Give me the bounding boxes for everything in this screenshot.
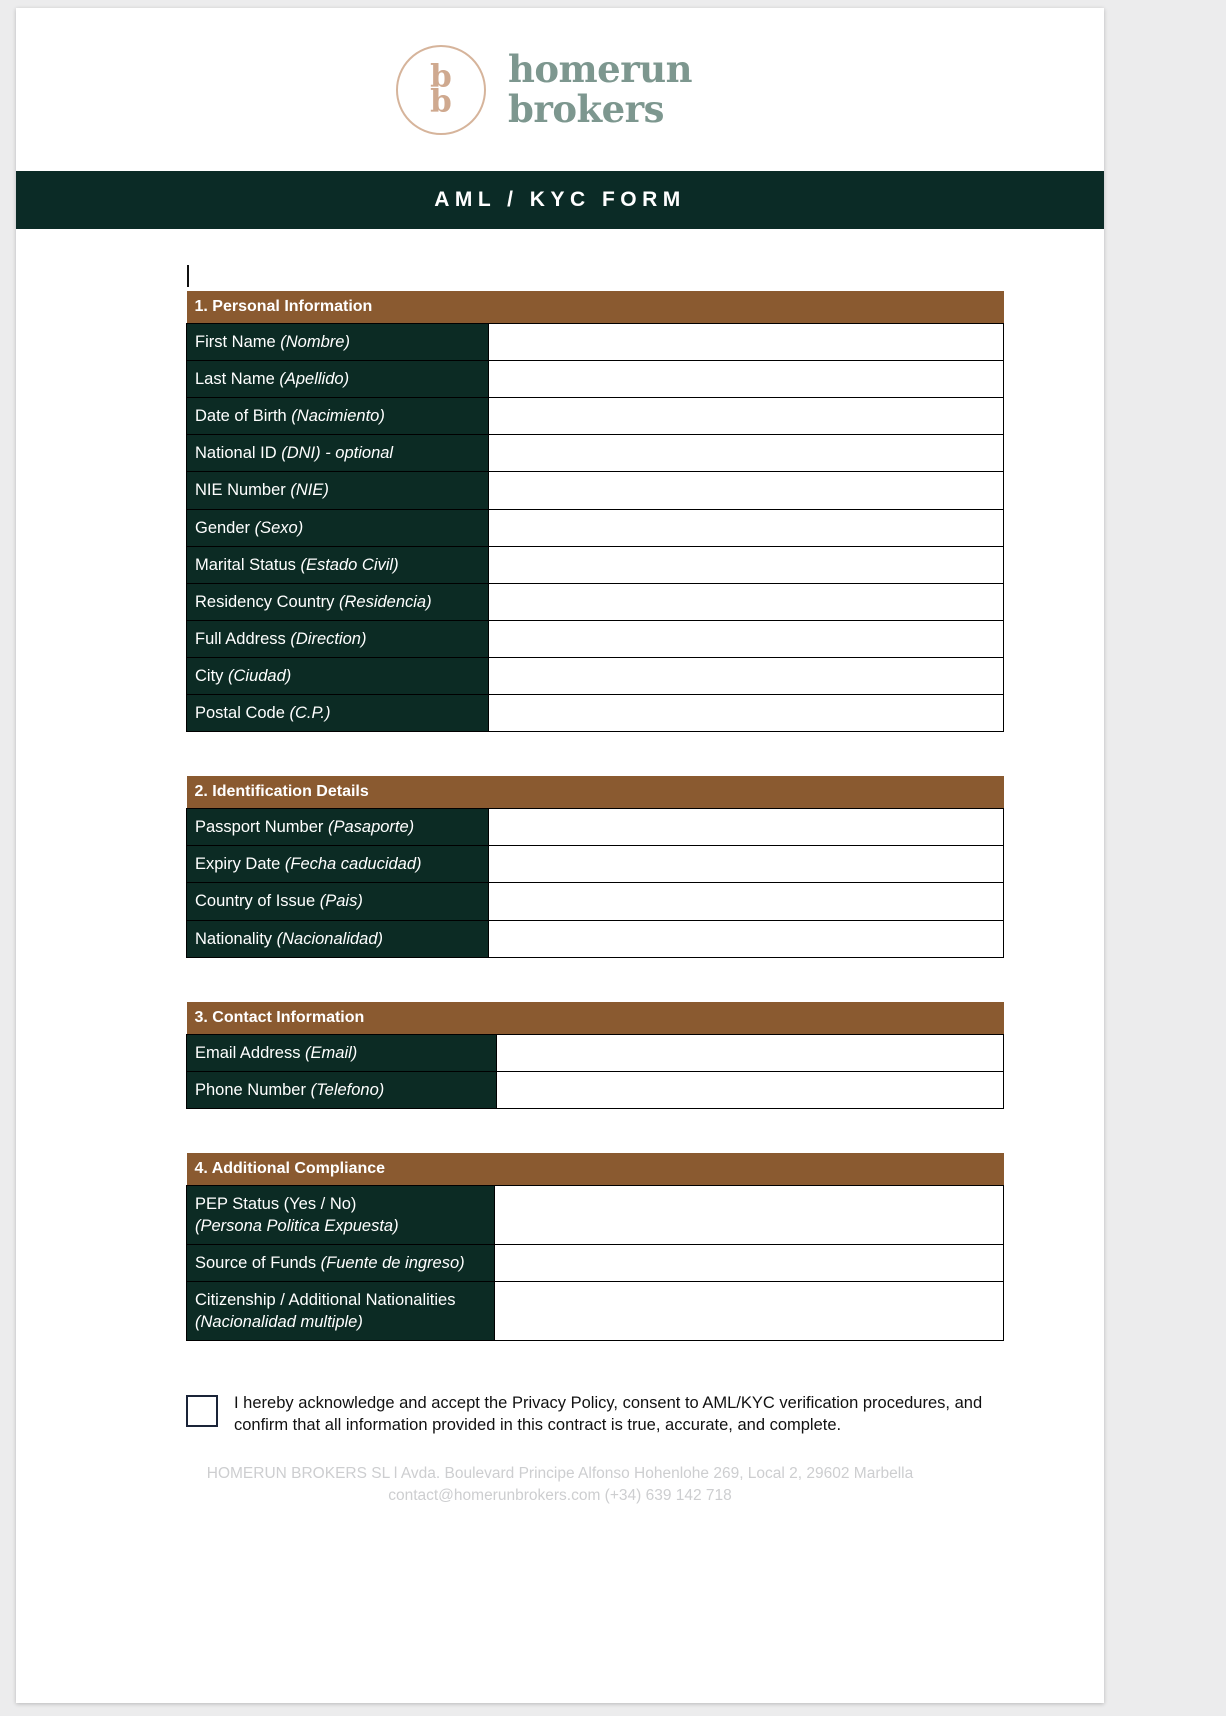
table-row bbox=[187, 546, 1004, 583]
field-label bbox=[187, 324, 489, 361]
field-label-es: (Residencia) bbox=[338, 592, 432, 611]
field-label-en: Passport Number bbox=[195, 818, 328, 837]
field-label bbox=[187, 583, 489, 620]
field-label-es: (Nacimiento) bbox=[291, 407, 385, 426]
form-sections bbox=[16, 291, 1104, 1341]
form-body bbox=[16, 229, 1104, 1437]
section-spacer bbox=[16, 958, 1104, 1002]
field-label-es: (Fecha caducidad) bbox=[284, 855, 422, 874]
field-input[interactable] bbox=[489, 846, 1004, 883]
field-input[interactable] bbox=[489, 546, 1004, 583]
field-input[interactable] bbox=[489, 509, 1004, 546]
text-cursor-line bbox=[187, 265, 1104, 291]
footer-address: HOMERUN BROKERS SL l Avda. Boulevard Principe Alfonso Hohenlohe 269, Local 2, 29602 Marbella bbox=[206, 1465, 914, 1482]
section-heading: 3. Contact Information bbox=[187, 1002, 1004, 1035]
section-header-row bbox=[187, 1153, 1004, 1186]
table-row bbox=[187, 1282, 1004, 1341]
table-row bbox=[187, 398, 1004, 435]
field-label bbox=[187, 435, 489, 472]
table-row bbox=[187, 1034, 1004, 1071]
logo-letter-bottom: b bbox=[430, 83, 452, 120]
table-row bbox=[187, 509, 1004, 546]
field-label bbox=[187, 657, 489, 694]
field-label-es: (Direction) bbox=[290, 629, 367, 648]
field-input[interactable] bbox=[497, 1034, 1004, 1071]
field-input[interactable] bbox=[495, 1245, 1004, 1282]
field-label bbox=[187, 1185, 495, 1244]
brand-wordmark bbox=[507, 46, 693, 131]
table-row bbox=[187, 583, 1004, 620]
logo-circle-icon bbox=[396, 45, 486, 135]
field-label-en: Country of Issue bbox=[195, 892, 320, 911]
field-label bbox=[187, 695, 489, 732]
table-row bbox=[187, 324, 1004, 361]
field-input[interactable] bbox=[495, 1185, 1004, 1244]
section-header-row bbox=[187, 291, 1004, 324]
section-table-4 bbox=[186, 1153, 1004, 1342]
text-caret bbox=[187, 265, 189, 287]
section-heading: 4. Additional Compliance bbox=[187, 1153, 1004, 1186]
field-input[interactable] bbox=[489, 883, 1004, 920]
field-input[interactable] bbox=[495, 1282, 1004, 1341]
consent-line-1: I hereby acknowledge and accept the Privacy Policy, consent to AML/KYC verification procedures, bbox=[234, 1394, 950, 1413]
field-label-en: Residency Country bbox=[195, 592, 339, 611]
field-label bbox=[187, 846, 489, 883]
table-row bbox=[187, 472, 1004, 509]
field-input[interactable] bbox=[489, 583, 1004, 620]
field-input[interactable] bbox=[489, 398, 1004, 435]
field-input[interactable] bbox=[489, 324, 1004, 361]
field-label-es: (Apellido) bbox=[279, 370, 350, 389]
field-label-en: Marital Status bbox=[195, 555, 301, 574]
field-label-es: (Fuente de ingreso) bbox=[320, 1254, 465, 1273]
field-label bbox=[187, 361, 489, 398]
form-title-banner bbox=[16, 171, 1104, 229]
field-label-en: Full Address bbox=[195, 629, 291, 648]
field-label-en: Source of Funds bbox=[195, 1254, 321, 1273]
brand-name-line1: homerun bbox=[507, 46, 693, 91]
brand-name-line2: brokers bbox=[507, 86, 664, 131]
field-label-es: (Estado Civil) bbox=[300, 555, 399, 574]
field-label-es: (DNI) - optional bbox=[281, 444, 394, 463]
section-header-row bbox=[187, 776, 1004, 809]
field-input[interactable] bbox=[489, 361, 1004, 398]
field-label bbox=[187, 1034, 497, 1071]
table-row bbox=[187, 883, 1004, 920]
field-label-en: Date of Birth bbox=[195, 407, 292, 426]
field-label-es: (Pais) bbox=[319, 892, 363, 911]
field-label-es: (Persona Politica Expuesta) bbox=[195, 1216, 399, 1235]
section-table-3 bbox=[186, 1002, 1004, 1109]
field-input[interactable] bbox=[489, 920, 1004, 957]
field-label bbox=[187, 1282, 495, 1341]
field-label-en: NIE Number bbox=[195, 481, 291, 500]
consent-block bbox=[186, 1393, 986, 1437]
field-input[interactable] bbox=[489, 435, 1004, 472]
field-label bbox=[187, 472, 489, 509]
field-label-en: Last Name bbox=[195, 370, 280, 389]
field-label-es: (NIE) bbox=[290, 481, 329, 500]
field-input[interactable] bbox=[489, 620, 1004, 657]
table-row bbox=[187, 846, 1004, 883]
brand-logo bbox=[16, 8, 1104, 171]
consent-line-2: and confirm that all information provided in this contract is true, accurate, and complete. bbox=[234, 1394, 983, 1435]
consent-checkbox[interactable] bbox=[186, 1395, 218, 1427]
field-label bbox=[187, 509, 489, 546]
field-input[interactable] bbox=[489, 657, 1004, 694]
field-label-en: Nationality bbox=[195, 929, 277, 948]
field-label bbox=[187, 920, 489, 957]
field-label-es: (Email) bbox=[305, 1043, 358, 1062]
footer-contact: contact@homerunbrokers.com (+34) 639 142 718 bbox=[388, 1487, 732, 1505]
table-row bbox=[187, 620, 1004, 657]
field-label-en: City bbox=[195, 666, 228, 685]
field-input[interactable] bbox=[497, 1071, 1004, 1108]
page-footer bbox=[16, 1463, 1104, 1508]
consent-text bbox=[234, 1393, 986, 1437]
field-label-en: Phone Number bbox=[195, 1080, 311, 1099]
field-label-en: Email Address bbox=[195, 1043, 306, 1062]
field-label-en: National ID bbox=[195, 444, 282, 463]
field-input[interactable] bbox=[489, 472, 1004, 509]
field-label-es: (Nombre) bbox=[280, 333, 350, 351]
field-label-es: (Pasaporte) bbox=[327, 818, 415, 837]
table-row bbox=[187, 920, 1004, 957]
field-label bbox=[187, 398, 489, 435]
table-row bbox=[187, 695, 1004, 732]
section-spacer bbox=[16, 732, 1104, 776]
field-label-en: Citizenship / Additional Nationalities bbox=[195, 1291, 456, 1310]
field-label-en: PEP Status (Yes / No) bbox=[195, 1194, 357, 1213]
section-spacer bbox=[16, 1109, 1104, 1153]
table-row bbox=[187, 1245, 1004, 1282]
section-header-row bbox=[187, 1002, 1004, 1035]
page-title: AML / KYC FORM bbox=[434, 188, 686, 211]
field-label-en: Expiry Date bbox=[195, 855, 285, 874]
field-label-en: Postal Code bbox=[195, 704, 290, 723]
section-table-2 bbox=[186, 776, 1004, 957]
field-label-es: (C.P.) bbox=[289, 704, 331, 723]
table-row bbox=[187, 435, 1004, 472]
section-table-1 bbox=[186, 291, 1004, 732]
field-label-es: (Nacionalidad) bbox=[276, 929, 384, 948]
section-heading: 2. Identification Details bbox=[187, 776, 1004, 809]
logo-letter-top: b bbox=[430, 58, 452, 95]
document-page bbox=[16, 8, 1104, 1703]
section-heading: 1. Personal Information bbox=[187, 291, 1004, 324]
field-input[interactable] bbox=[489, 809, 1004, 846]
table-row bbox=[187, 1185, 1004, 1244]
field-label-es: (Sexo) bbox=[254, 518, 304, 537]
field-label bbox=[187, 546, 489, 583]
field-label-es: (Ciudad) bbox=[228, 666, 292, 685]
table-row bbox=[187, 809, 1004, 846]
table-row bbox=[187, 361, 1004, 398]
field-label bbox=[187, 809, 489, 846]
field-input[interactable] bbox=[489, 695, 1004, 732]
field-label-es: (Telefono) bbox=[310, 1080, 385, 1099]
field-label-es: (Nacionalidad multiple) bbox=[195, 1313, 363, 1332]
field-label-en: First Name bbox=[195, 333, 281, 351]
field-label bbox=[187, 1245, 495, 1282]
field-label bbox=[187, 620, 489, 657]
field-label-en: Gender bbox=[195, 518, 255, 537]
field-label bbox=[187, 1071, 497, 1108]
field-label bbox=[187, 883, 489, 920]
table-row bbox=[187, 1071, 1004, 1108]
table-row bbox=[187, 657, 1004, 694]
